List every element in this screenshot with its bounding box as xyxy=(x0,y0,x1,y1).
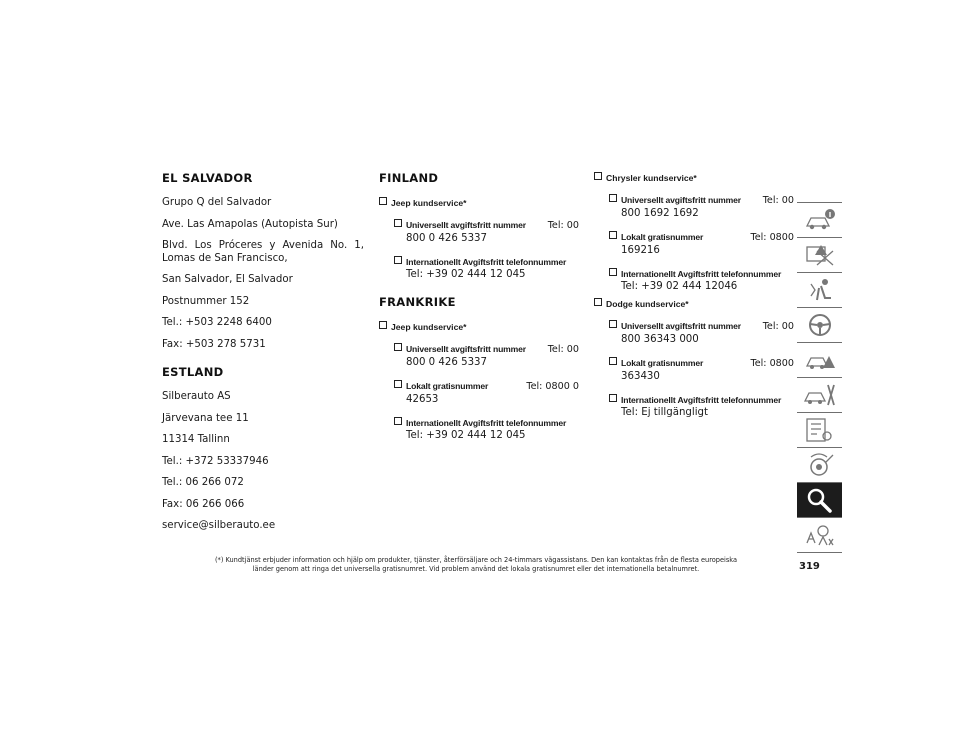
chrysler-universal xyxy=(594,192,794,220)
heading-finland: FINLAND xyxy=(379,171,439,185)
frankrike-intl xyxy=(379,415,579,442)
car-info-icon xyxy=(803,206,837,234)
checkbox-icon xyxy=(394,256,402,264)
checkbox-icon xyxy=(394,417,402,425)
service-title: Jeep kundservice* xyxy=(391,198,467,208)
tab-index[interactable] xyxy=(797,517,842,553)
page-number: 319 xyxy=(799,561,820,572)
universal-number: 800 0 426 5337 xyxy=(406,233,488,244)
tab-warning-lights[interactable] xyxy=(797,237,842,272)
intl-number: Tel: Ej tillgängligt xyxy=(621,407,709,418)
checkbox-icon xyxy=(394,219,402,227)
el-salvador-line: Blvd. Los Próceres y Avenida No. 1, Lomas de San Francisco, xyxy=(162,240,364,264)
checkbox-icon xyxy=(379,197,387,205)
local-tel: Tel: 0800 0 xyxy=(526,381,579,392)
checkbox-icon xyxy=(594,298,602,306)
chrysler-local xyxy=(594,229,794,257)
intl-label: Internationellt Avgiftsfritt telefonnummer xyxy=(406,418,567,428)
chapter-tabs xyxy=(797,202,842,553)
tab-car-warning[interactable] xyxy=(797,342,842,377)
finland-universal xyxy=(379,217,579,245)
local-tel: Tel: 0800 xyxy=(750,358,794,369)
estland-line: Tel.: 06 266 072 xyxy=(162,477,244,488)
chrysler-service xyxy=(594,172,794,184)
finland-intl xyxy=(379,254,579,281)
local-number: 169216 xyxy=(621,245,660,256)
tab-seat-airbag[interactable] xyxy=(797,272,842,307)
checkbox-icon xyxy=(609,357,617,365)
universal-number: 800 1692 1692 xyxy=(621,208,699,219)
dodge-intl xyxy=(594,392,794,419)
checkbox-icon xyxy=(379,321,387,329)
universal-label: Universellt avgiftsfritt nummer xyxy=(621,321,741,331)
car-tools-icon xyxy=(803,381,837,409)
heading-el-salvador: EL SALVADOR xyxy=(162,171,253,185)
tab-checklist[interactable] xyxy=(797,412,842,447)
index-icon xyxy=(803,521,837,549)
checkbox-icon xyxy=(609,231,617,239)
estland-line: Fax: 06 266 066 xyxy=(162,498,245,510)
tab-steering[interactable] xyxy=(797,307,842,342)
intl-label: Internationellt Avgiftsfritt telefonnummer xyxy=(406,257,567,267)
checkbox-icon xyxy=(609,194,617,202)
intl-number: Tel: +39 02 444 12046 xyxy=(621,281,738,292)
universal-tel: Tel: 00 xyxy=(762,321,794,332)
footnote-line: länder genom att ringa det universella gratisnumret. Vid problem använd det lokala gratisnumret eller det internationella betalnumret. xyxy=(252,564,700,573)
checklist-icon xyxy=(803,416,837,444)
el-salvador-line: Grupo Q del Salvador xyxy=(162,197,272,208)
local-number: 42653 xyxy=(406,394,439,405)
universal-tel: Tel: 00 xyxy=(547,220,579,231)
service-title: Jeep kundservice* xyxy=(391,322,467,332)
universal-tel: Tel: 00 xyxy=(762,195,794,206)
local-label: Lokalt gratisnummer xyxy=(621,232,704,242)
footnote-line: (*) Kundtjänst erbjuder information och hjälp om produkter, tjänster, återförsäljare och 24-timmars vägassistans. Den kan kontaktas från de flesta europeiska xyxy=(214,556,738,564)
estland-line: 11314 Tallinn xyxy=(162,434,230,445)
finland-jeep-service xyxy=(379,197,579,209)
universal-label: Universellt avgiftsfritt nummer xyxy=(406,344,526,354)
dodge-universal xyxy=(594,318,794,346)
checkbox-icon xyxy=(394,343,402,351)
checkbox-icon xyxy=(609,320,617,328)
intl-label: Internationellt Avgiftsfritt telefonnummer xyxy=(621,269,782,279)
frankrike-jeep-service xyxy=(379,321,579,333)
local-number: 363430 xyxy=(621,371,660,382)
estland-line: Silberauto AS xyxy=(162,391,231,402)
local-tel: Tel: 0800 xyxy=(750,232,794,243)
el-salvador-line: Tel.: +503 2248 6400 xyxy=(162,317,272,328)
dodge-local xyxy=(594,355,794,383)
warning-lights-icon xyxy=(803,241,837,269)
checkbox-icon xyxy=(394,380,402,388)
column-right xyxy=(594,168,794,428)
footnote xyxy=(176,556,776,573)
checkbox-icon xyxy=(609,268,617,276)
universal-label: Universellt avgiftsfritt nummer xyxy=(621,195,741,205)
checkbox-icon xyxy=(594,172,602,180)
el-salvador-line: San Salvador, El Salvador xyxy=(162,274,293,285)
car-warning-icon xyxy=(803,346,837,374)
local-label: Lokalt gratisnummer xyxy=(621,358,704,368)
universal-label: Universellt avgiftsfritt nummer xyxy=(406,220,526,230)
column-middle xyxy=(379,168,579,451)
local-label: Lokalt gratisnummer xyxy=(406,381,489,391)
service-title: Chrysler kundservice* xyxy=(606,173,697,183)
intl-label: Internationellt Avgiftsfritt telefonnummer xyxy=(621,395,782,405)
intl-number: Tel: +39 02 444 12 045 xyxy=(406,269,526,280)
estland-line: Järvevana tee 11 xyxy=(162,412,249,424)
checkbox-icon xyxy=(609,394,617,402)
tab-car-info[interactable] xyxy=(797,202,842,237)
chrysler-intl xyxy=(594,266,794,293)
search-icon xyxy=(803,486,837,514)
estland-email: service@silberauto.ee xyxy=(162,520,276,531)
el-salvador-line: Fax: +503 278 5731 xyxy=(162,338,266,350)
heading-estland: ESTLAND xyxy=(162,365,224,379)
column-left xyxy=(162,168,364,542)
universal-number: 800 0 426 5337 xyxy=(406,357,488,368)
el-salvador-line: Postnummer 152 xyxy=(162,295,250,307)
universal-tel: Tel: 00 xyxy=(547,344,579,355)
estland-line: Tel.: +372 53337946 xyxy=(162,455,269,467)
service-title: Dodge kundservice* xyxy=(606,299,689,309)
steering-wheel-icon xyxy=(803,311,837,339)
frankrike-universal xyxy=(379,341,579,369)
seat-airbag-icon xyxy=(803,276,837,304)
tab-car-tools[interactable] xyxy=(797,377,842,412)
el-salvador-line: Ave. Las Amapolas (Autopista Sur) xyxy=(162,218,338,230)
tab-multimedia[interactable] xyxy=(797,447,842,482)
tab-search[interactable] xyxy=(797,482,842,517)
heading-frankrike: FRANKRIKE xyxy=(379,295,456,309)
intl-number: Tel: +39 02 444 12 045 xyxy=(406,430,526,441)
universal-number: 800 36343 000 xyxy=(621,334,699,345)
frankrike-local xyxy=(379,378,579,406)
multimedia-icon xyxy=(803,451,837,479)
dodge-service xyxy=(594,298,794,310)
